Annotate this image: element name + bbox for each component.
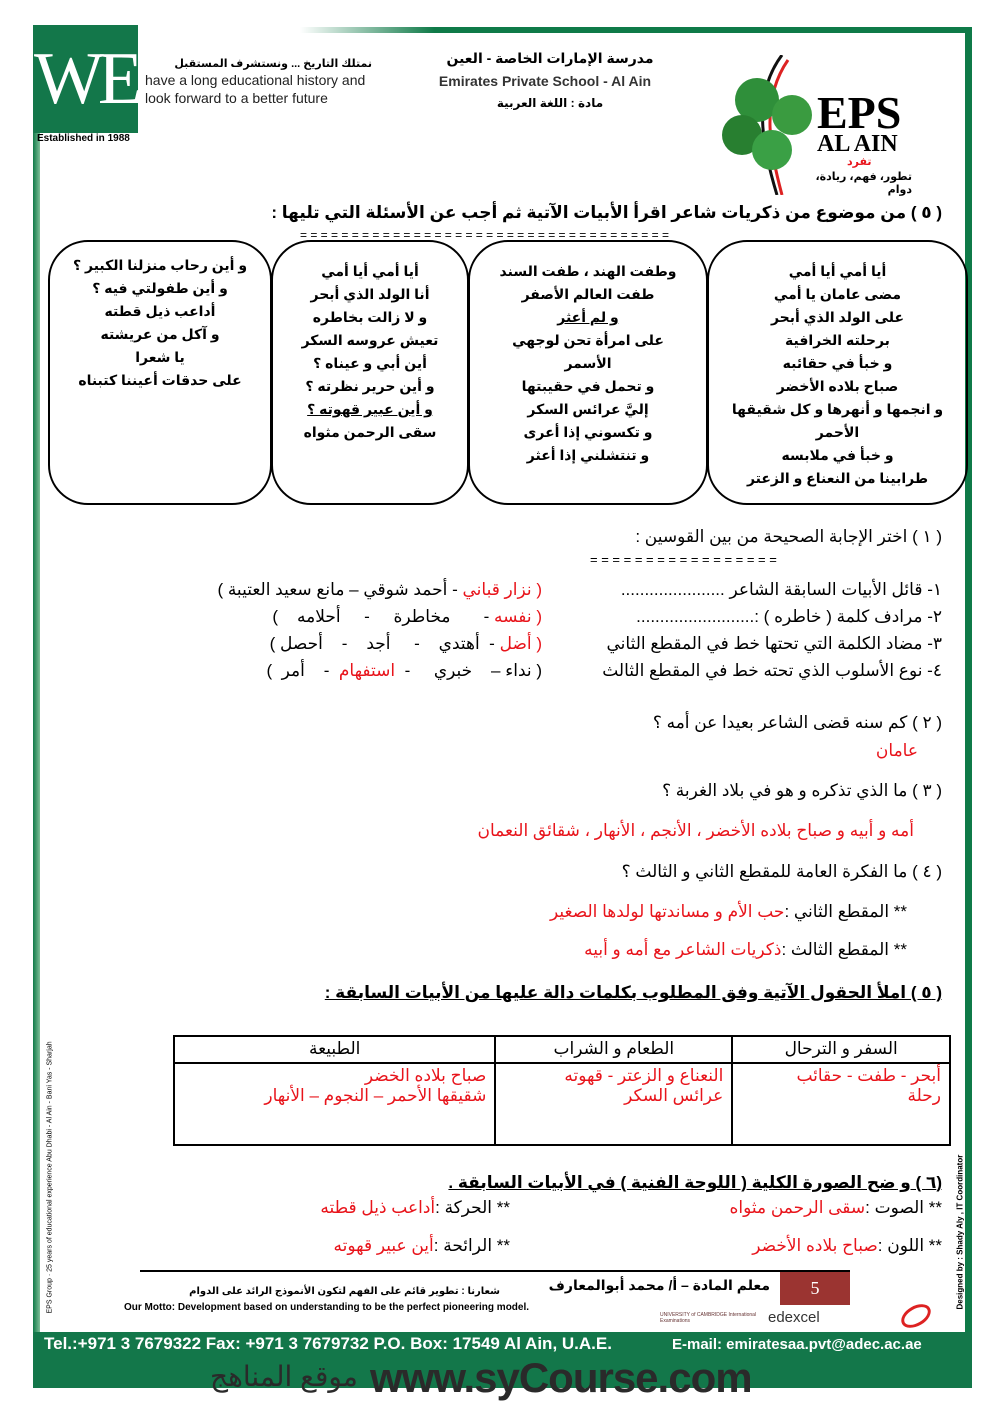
table-header: السفر و الترحال bbox=[732, 1036, 950, 1063]
verse: و أين حرير نظرته ؟ bbox=[305, 378, 435, 394]
label: ** المقطع الثاني : bbox=[784, 902, 907, 921]
verse: و تنتشلني إذا أعثر bbox=[526, 447, 650, 463]
verse: و لم أعثر bbox=[557, 309, 619, 325]
verse: الأسمر bbox=[564, 355, 612, 371]
label: ** الصوت : bbox=[865, 1198, 942, 1217]
other-options: ( نداء – خبري - bbox=[404, 661, 542, 680]
cell-line: أبحر - طفت - حقائب bbox=[796, 1066, 941, 1085]
verse: أيا أمي أيا أمي bbox=[788, 263, 887, 279]
verse: صباح بلاده الأخضر bbox=[776, 378, 899, 394]
q1-options-4 bbox=[267, 661, 542, 681]
verse: أين أبي و عيناه ؟ bbox=[313, 355, 427, 371]
table-header: الطبيعة bbox=[174, 1036, 495, 1063]
slogan-en-1: have a long educational history and bbox=[145, 72, 366, 88]
verse: طفت العالم الأصفر bbox=[521, 286, 655, 302]
slogan-ar: نمتلك التاريخ ... ونستشرف المستقبل bbox=[174, 58, 372, 70]
table-cell bbox=[495, 1063, 732, 1145]
correct-answer: ( أضل bbox=[499, 634, 542, 653]
intro-text: ( ٥ ) من موضوع من ذكريات شاعر اقرأ الأبيات الآتية ثم أجب عن الأسئلة التي تليها : bbox=[271, 203, 942, 222]
q1-options-3 bbox=[270, 634, 542, 654]
q1-item-4: ٤- نوع الأسلوب الذي تحته خط في المقطع الثالث bbox=[602, 661, 942, 680]
eps-tag1: تفرد bbox=[847, 156, 872, 168]
verse: على حدقات أعيننا كتبناه bbox=[78, 372, 242, 388]
answer: أداعب ذيل قطته bbox=[320, 1198, 436, 1217]
stanza-4 bbox=[48, 240, 272, 505]
frame-left bbox=[33, 25, 40, 1387]
fields-table bbox=[173, 1035, 951, 1146]
q3-title: ( ٣ ) ما الذي تذكره و هو في بلاد الغربة ؟ bbox=[662, 781, 942, 800]
verse: على الولد الذي أبحر bbox=[770, 309, 905, 325]
correct-answer: استفهام bbox=[338, 661, 396, 680]
edexcel-logo: edexcel bbox=[768, 1309, 820, 1326]
verse: أيا أمي أيا أمي bbox=[321, 263, 419, 279]
watermark: www.syCourse.com bbox=[370, 1354, 752, 1401]
subject: مادة : اللغة العربية bbox=[496, 96, 604, 110]
correct-answer: ( نزار قباني bbox=[462, 580, 542, 599]
teacher-name: معلم المادة – أ/ محمد أبوالمعارف bbox=[548, 1277, 770, 1293]
cell-line: عرائس السكر bbox=[624, 1086, 724, 1105]
cell-line: شقيقها الأحمر – النجوم – الأنهار bbox=[264, 1086, 487, 1105]
side-text-right: Designed by : Shady Aly , IT Coordinator bbox=[955, 1154, 965, 1310]
q5-title: ( ٥ ) املأ الحقول الآتية وفق المطلوب بكلمات دالة عليها من الأبيات السابقة : bbox=[324, 983, 942, 1002]
contact-info: Tel.:+971 3 7679322 Fax: +971 3 7679732 P.O. Box: 17549 Al Ain, U.A.E. bbox=[44, 1334, 612, 1353]
label: ** اللون : bbox=[877, 1236, 942, 1255]
verse: و أين عبير قهوته ؟ bbox=[307, 401, 433, 417]
q1-item-3: ٣- مضاد الكلمة التي تحتها خط في المقطع الثاني bbox=[606, 634, 942, 653]
q1-separator: = = = = = = = = = = = = = = = = = bbox=[590, 552, 777, 567]
q6-smell bbox=[334, 1236, 510, 1256]
verse: مضى عامان يا أمي bbox=[773, 286, 902, 302]
verse: و تحمل في حقيبتها bbox=[521, 378, 655, 394]
label: ** الرائحة : bbox=[433, 1236, 510, 1255]
verse: يا شعرا bbox=[135, 349, 185, 365]
verse: و خبأ في ملابسه bbox=[781, 447, 894, 463]
other-options: - أمر ) bbox=[266, 661, 330, 680]
school-ar: مدرسة الإمارات الخاصة - العين bbox=[446, 50, 654, 66]
side-text-left: EPS Group · 25 years of educational experience Abu Dhabi - Al Ain - Bani Yas - Sharjah bbox=[46, 1041, 54, 1314]
eps-tag2: تطور، فهم، ريادة، دوام bbox=[815, 171, 912, 196]
verse: و لا زالت بخاطره bbox=[312, 309, 428, 325]
verse: برحلته الخرافية bbox=[785, 332, 890, 348]
verse: وطفت الهند ، طفت السند bbox=[499, 263, 677, 279]
verse: إليَّ عرائس السكر bbox=[527, 401, 649, 417]
cell-line: رحلة bbox=[907, 1086, 941, 1105]
label: ** الحركة : bbox=[435, 1198, 510, 1217]
q6-sound bbox=[729, 1198, 942, 1218]
verse: و خبأ في حقائبه bbox=[782, 355, 893, 371]
answer: أين عبير قهوته bbox=[333, 1236, 434, 1255]
motto-ar: شعارنا : تطوير قائم على الفهم لتكون الأنموذج الرائد على الدوام bbox=[189, 1286, 500, 1297]
frame-top bbox=[300, 27, 972, 33]
q1-title: ( ١ ) اختر الإجابة الصحيحة من بين القوسين : bbox=[635, 527, 942, 546]
correct-answer: ( نفسه bbox=[494, 607, 542, 626]
eps-logo bbox=[712, 55, 912, 195]
footer-divider bbox=[140, 1270, 850, 1272]
q2-answer: عامان bbox=[875, 741, 918, 760]
established: Established in 1988 bbox=[37, 133, 130, 144]
motto-en: Our Motto: Development based on understanding to be the perfect pioneering model. bbox=[124, 1302, 530, 1313]
other-options: - أحمد شوقي – مانع سعيد العتيبة ) bbox=[217, 580, 458, 599]
cambridge-logo: UNIVERSITY of CAMBRIDGE International Examinations bbox=[660, 1312, 757, 1324]
separator: = = = = = = = = = = = = = = = = = = = = = = = = = = = = = = = = = = = = bbox=[300, 228, 669, 242]
verse: أداعب ذيل قطته bbox=[104, 303, 216, 319]
table-header: الطعام و الشراب bbox=[495, 1036, 732, 1063]
q6-motion bbox=[320, 1198, 510, 1218]
verse: و آكل من عريشته bbox=[100, 326, 220, 342]
q4-part-1 bbox=[550, 902, 907, 922]
table-cell bbox=[174, 1063, 495, 1145]
cell-line: النعناع و الزعتر - قهوته bbox=[564, 1066, 724, 1085]
q1-item-2: ٢- مرادف كلمة ( خاطره ) :......................... bbox=[636, 607, 942, 626]
other-options: - مخاطرة - أحلامه ) bbox=[272, 607, 490, 626]
table-cell bbox=[732, 1063, 950, 1145]
other-options: - أهتدي - أجد - أحصل ) bbox=[269, 634, 495, 653]
eps-city: AL AIN bbox=[817, 131, 898, 157]
q1-item-1: ١- قائل الأبيات السابقة الشاعر ...................... bbox=[620, 580, 942, 599]
verse: الأحمر bbox=[815, 424, 860, 440]
q3-answer: أمه و أبيه و صباح بلاده الأخضر ، الأنجم ، الأنهار ، شقائق النعمان bbox=[477, 821, 914, 840]
answer: صباح بلاده الأخضر bbox=[752, 1236, 878, 1255]
we-logo: WE bbox=[33, 25, 138, 133]
verse: و انجمها و أنهرها و كل شقيقها bbox=[731, 401, 944, 417]
stanza-3 bbox=[271, 240, 469, 505]
stanza-2 bbox=[468, 240, 708, 505]
frame-right bbox=[965, 27, 972, 1387]
q1-options-1 bbox=[217, 580, 542, 600]
verse: على امرأة تحن لوجهي bbox=[512, 332, 664, 348]
email: E-mail: emiratesaa.pvt@adec.ac.ae bbox=[672, 1336, 922, 1353]
verse: أنا الولد الذي أبحر bbox=[310, 286, 430, 302]
slogan-en-2: look forward to a better future bbox=[145, 90, 328, 106]
label: ** المقطع الثالث : bbox=[781, 940, 907, 959]
q1-options-2 bbox=[272, 607, 542, 627]
verse: سقى الرحمن مثواه bbox=[303, 424, 437, 440]
eps-text: EPS bbox=[817, 87, 902, 138]
q6-title: (٦ ) و ضح الصورة الكلية ( اللوحة الفنية ) في الأبيات السابقة . bbox=[448, 1173, 942, 1192]
school-en: Emirates Private School - Al Ain bbox=[438, 73, 652, 89]
q2-title: ( ٢ ) كم سنه قضى الشاعر بعيدا عن أمه ؟ bbox=[652, 713, 942, 732]
stanza-1 bbox=[707, 240, 968, 505]
verse: تعيش عروسه السكر bbox=[301, 332, 439, 348]
q6-color bbox=[752, 1236, 942, 1256]
watermark-ar: موقع المناهج bbox=[210, 1361, 358, 1392]
q4-title: ( ٤ ) ما الفكرة العامة للمقطع الثاني و الثالث ؟ bbox=[621, 862, 942, 881]
emblem-icon bbox=[897, 1299, 935, 1332]
answer: سقى الرحمن مثواه bbox=[729, 1198, 866, 1217]
cell-line: صباح بلاده الخضر bbox=[364, 1066, 487, 1085]
verse: و أين طفولتي فيه ؟ bbox=[92, 280, 228, 296]
q4-part-2 bbox=[584, 940, 907, 960]
page-number: 5 bbox=[780, 1272, 850, 1305]
verse: و تكسوني إذا أعرى bbox=[523, 424, 653, 440]
verse: طرابينا من النعناع و الزعتر bbox=[746, 470, 929, 486]
answer: ذكريات الشاعر مع أمه و أبيه bbox=[584, 940, 782, 959]
verse: و أين رحاب منزلنا الكبير ؟ bbox=[72, 257, 248, 273]
answer: حب الأم و مساندتها لولدها الصغير bbox=[550, 902, 785, 921]
